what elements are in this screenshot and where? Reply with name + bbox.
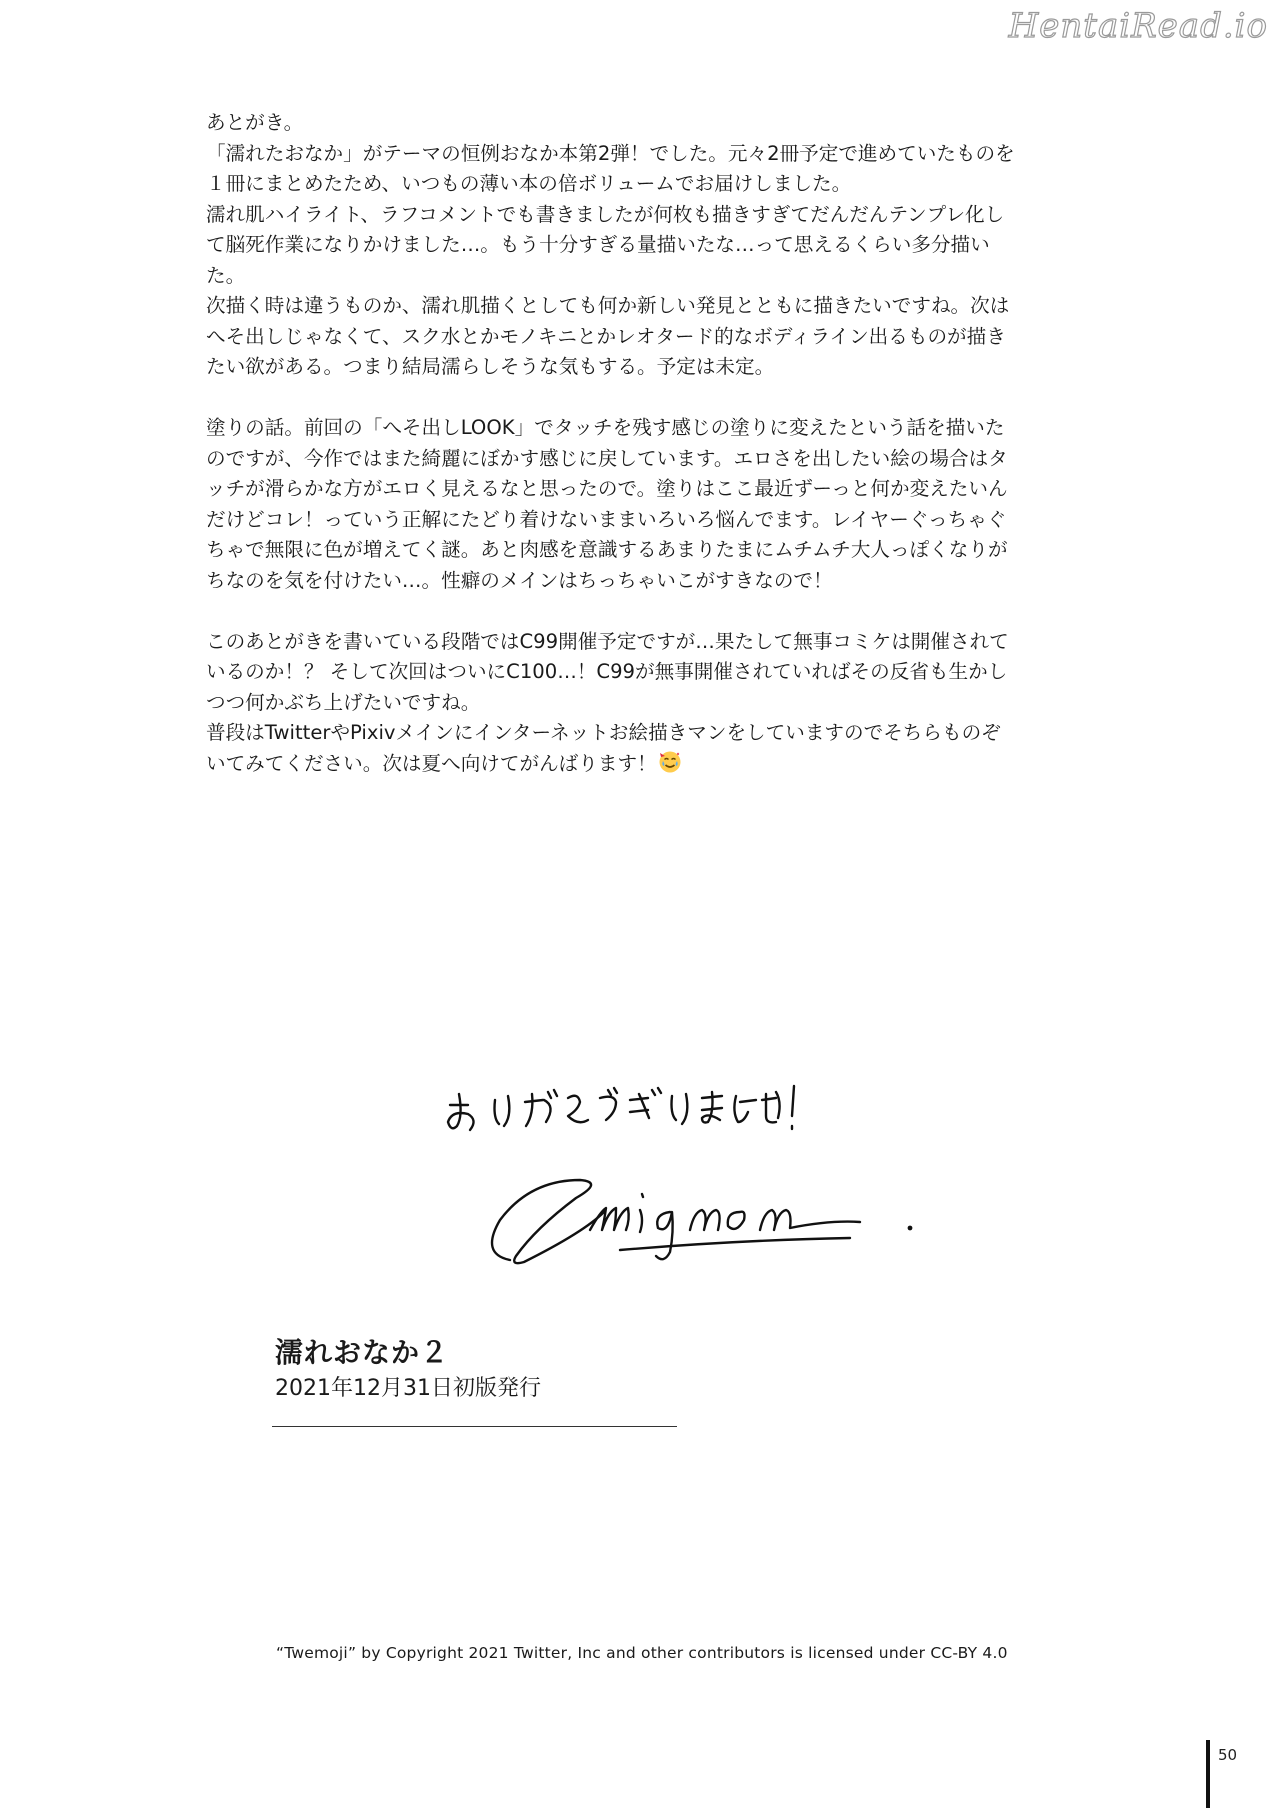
- handwritten-signature: [440, 1070, 1000, 1284]
- paragraph-2: [206, 413, 1086, 596]
- text-line: た。: [206, 263, 246, 287]
- text-fragment: いてみてください。次は夏へ向けてがんばります！: [206, 751, 657, 775]
- text-line: ッチが滑らかな方がエロく見えるなと思ったので。塗りはここ最近ずーっと何か変えたいん: [206, 477, 1008, 500]
- text-line: ちなのを気を付けたい…。性癖のメインはちっちゃいこがすきなので！: [206, 568, 833, 592]
- text-line: 「濡れたおなか」がテーマの恒例おなか本第2弾！でした。元々2冊予定で進めていたものを: [206, 141, 1015, 165]
- crying-face-emoji-icon: [658, 750, 682, 784]
- text-line: あとがき。: [206, 111, 304, 134]
- text-line: いるのか！？ そして次回はついにC100…！C99が無事開催されていればその反省も生かし: [206, 660, 1008, 683]
- watermark: HentaiRead.io: [1008, 6, 1268, 46]
- afterword-text: [206, 108, 1086, 814]
- text-line: 次描く時は違うものか、濡れ肌描くとしても何か新しい発見とともに描きたいですね。次は: [206, 294, 1010, 317]
- text-line: だけどコレ！っていう正解にたどり着けないままいろいろ悩んでます。レイヤーぐっちゃぐ: [206, 507, 1007, 531]
- colophon-divider: [272, 1426, 677, 1427]
- page-number: 50: [1218, 1746, 1238, 1764]
- text-line: のですが、今作ではまた綺麗にぼかす感じに戻しています。エロさを出したい絵の場合はタ: [206, 446, 1008, 470]
- page-edge-bar: [1206, 1740, 1210, 1808]
- text-line: [206, 749, 1086, 784]
- publication-date: 2021年12月31日初版発行: [275, 1376, 541, 1401]
- paragraph-3: [206, 627, 1086, 784]
- signature-drawing: [440, 1070, 1000, 1280]
- book-title: 濡れおなか２: [275, 1336, 450, 1369]
- text-line: 塗りの話。前回の「へそ出しLOOK」でタッチを残す感じの塗りに変えたという話を描いた: [206, 416, 1005, 439]
- text-line: １冊にまとめたため、いつもの薄い本の倍ボリュームでお届けしました。: [206, 172, 852, 195]
- colophon: [275, 1335, 541, 1405]
- text-line: 普段はTwitterやPixivメインにインターネットお絵描きマンをしていますのでそちらものぞ: [206, 721, 1001, 744]
- text-line: たい欲がある。つまり結局濡らしそうな気もする。予定は未定。: [206, 355, 775, 378]
- signature-dot: [908, 1226, 913, 1231]
- twemoji-credit: “Twemoji” by Copyright 2021 Twitter, Inc and other contributors is licensed under CC-BY 4.0: [276, 1644, 1008, 1662]
- text-line: ちゃで無限に色が増えてく謎。あと肉感を意識するあまりたまにムチムチ大人っぽくなりが: [206, 538, 1008, 561]
- paragraph-1: [206, 108, 1086, 383]
- text-line: て脳死作業になりかけました…。もう十分すぎる量描いたな…って思えるくらい多分描い: [206, 233, 990, 256]
- text-line: このあとがきを書いている段階ではC99開催予定ですが…果たして無事コミケは開催されて: [206, 629, 1009, 653]
- text-line: つつ何かぶち上げたいですね。: [206, 690, 481, 714]
- text-line: へそ出しじゃなくて、スク水とかモノキニとかレオタード的なボディライン出るものが描き: [206, 324, 1006, 348]
- text-line: 濡れ肌ハイライト、ラフコメントでも書きましたが何枚も描きすぎてだんだんテンプレ化し: [206, 202, 1005, 226]
